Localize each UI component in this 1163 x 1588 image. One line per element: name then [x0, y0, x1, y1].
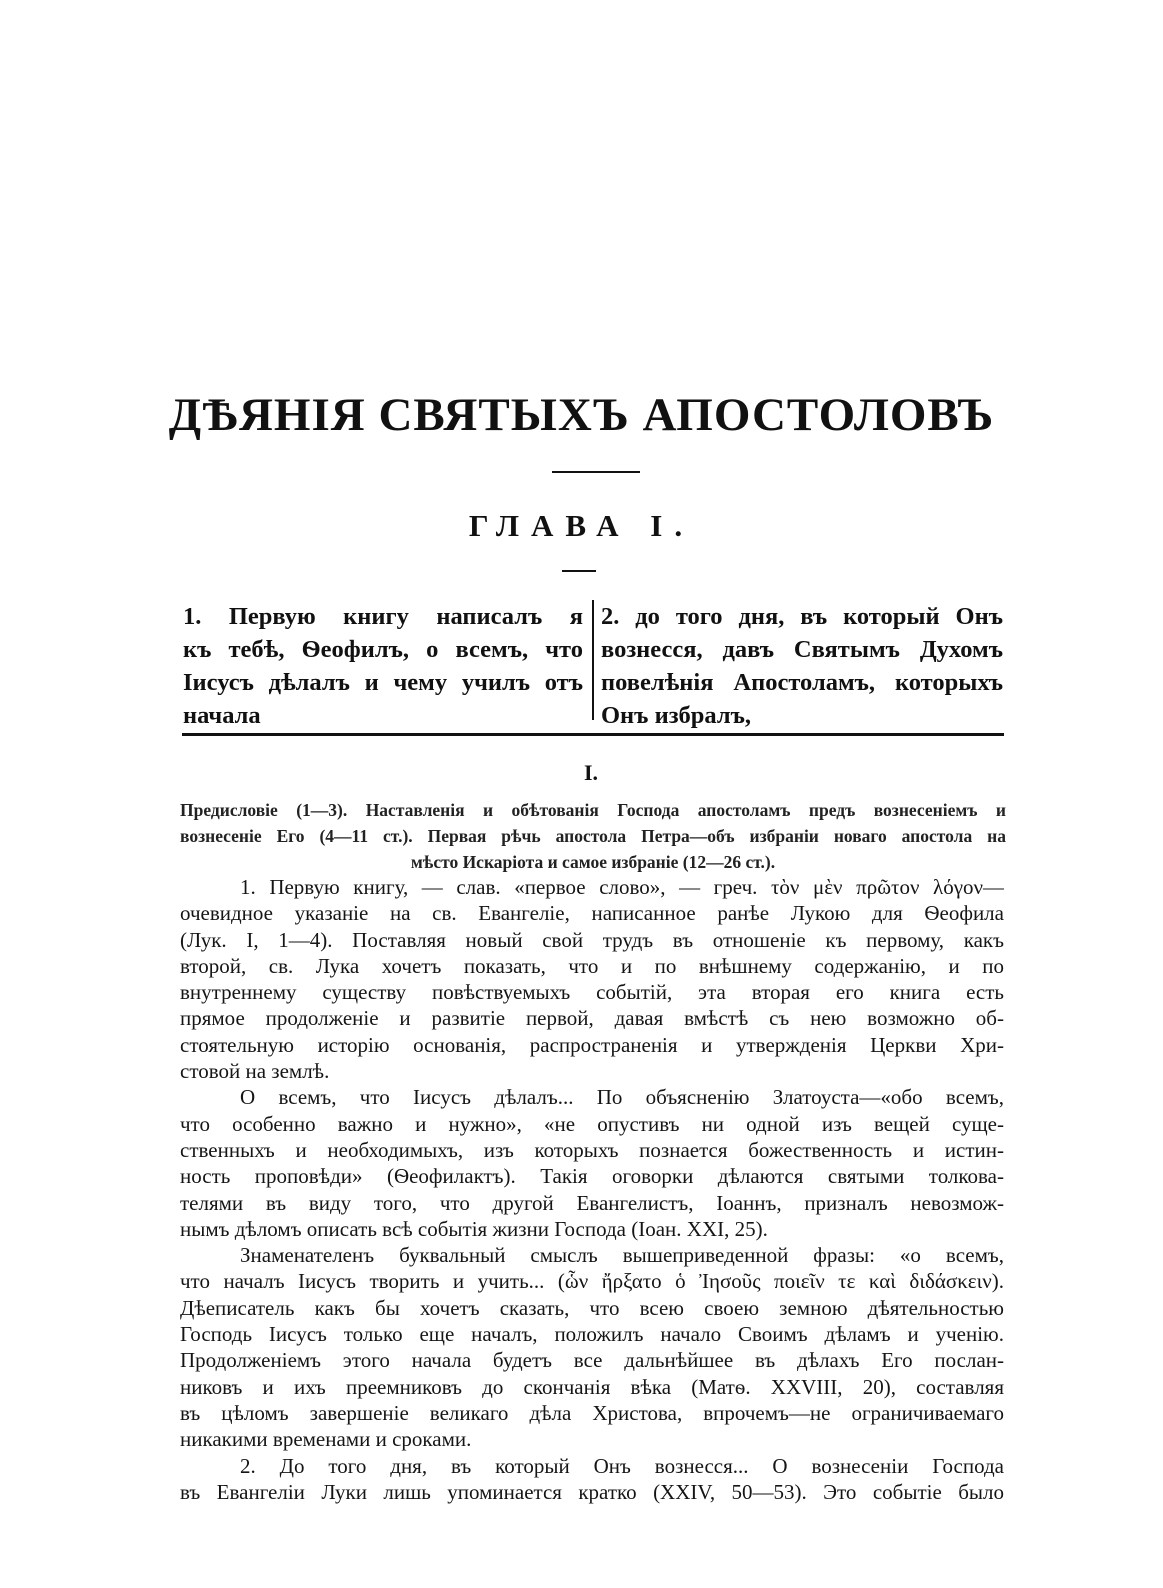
commentary-line: что особенно важно и нужно», «не опустивъ ни одной изъ вещей суще-: [180, 1111, 1004, 1136]
commentary-line: Дѣеписатель какъ бы хочетъ сказать, что всею своею земною дѣятельностью: [180, 1295, 1004, 1320]
verse-line: вознесся, давъ Святымъ Духомъ: [601, 636, 1003, 663]
column-divider: [592, 600, 594, 720]
commentary-line: очевидное указаніе на св. Евангеліе, написанное ранѣе Лукою для Ѳеофила: [180, 901, 1004, 926]
commentary-line: стоятельную исторію основанія, распространенія и утвержденія Церкви Хри-: [180, 1032, 1004, 1057]
commentary-line: 1. Первую книгу, — слав. «первое слово», — греч. τὸν μὲν πρῶτον λόγον—: [240, 875, 1004, 899]
book-title: ДѢЯНІЯ СВЯТЫХЪ АПОСТОЛОВЪ: [168, 389, 995, 441]
commentary-line: (Лук. I, 1—4). Поставляя новый свой трудъ въ отношеніе къ первому, какъ: [180, 927, 1004, 952]
verses-divider: [182, 733, 1004, 736]
commentary-line: внутреннему существу повѣствуемыхъ событій, эта вторая его книга есть: [180, 980, 1004, 1005]
summary-line: Предисловіе (1—3). Наставленія и обѣтованія Господа апостоламъ предъ вознесеніемъ и: [180, 800, 1006, 820]
chapter-divider: [562, 570, 596, 572]
commentary-line: телями въ виду того, что другой Евангелистъ, Іоаннъ, призналъ невозмож-: [180, 1190, 1004, 1215]
verse-column-left: [183, 600, 583, 732]
commentary-line: нымъ дѣломъ описать всѣ событія жизни Господа (Іоан. XXI, 25).: [180, 1216, 768, 1241]
title-divider: [552, 471, 640, 473]
verse-line: къ тебѣ, Ѳеофилъ, о всемъ, что: [183, 636, 583, 663]
commentary-line: стовой на землѣ.: [180, 1059, 330, 1084]
commentary-line: никакими временами и сроками.: [180, 1427, 472, 1452]
section-summary: [180, 797, 1006, 875]
section-number: I.: [583, 760, 599, 785]
summary-line: мѣсто Искаріота и самое избраніе (12—26 ст.).: [410, 852, 776, 872]
commentary-line: въ цѣломъ завершеніе великаго дѣла Христова, впрочемъ—не ограничиваемаго: [180, 1400, 1004, 1425]
commentary-text: [180, 874, 1004, 1505]
commentary-line: О всемъ, что Іисусъ дѣлалъ... По объясненію Златоуста—«обо всемъ,: [240, 1085, 1004, 1110]
verse-column-right: [601, 600, 1003, 732]
commentary-line: ность проповѣди» (Ѳеофилактъ). Такія оговорки дѣлаются святыми толкова-: [180, 1164, 1004, 1189]
verse-line: начала: [183, 702, 261, 729]
commentary-line: прямое продолженіе и развитіе первой, давая вмѣстѣ съ нею возможно об-: [180, 1006, 1004, 1031]
verse-line: повелѣнія Апостоламъ, которыхъ: [601, 669, 1003, 696]
commentary-line: второй, св. Лука хочетъ показать, что и по внѣшнему содержанію, и по: [180, 953, 1004, 978]
summary-line: вознесеніе Его (4—11 ст.). Первая рѣчь апостола Петра—объ избраніи новаго апостола на: [180, 826, 1006, 846]
commentary-line: 2. До того дня, въ который Онъ вознесся... О вознесеніи Господа: [240, 1453, 1004, 1478]
commentary-line: въ Евангеліи Луки лишь упоминается кратко (XXIV, 50—53). Это событіе было: [180, 1479, 1004, 1504]
verse-line: 2. до того дня, въ который Онъ: [601, 603, 1003, 630]
commentary-line: никовъ и ихъ преемниковъ до скончанія вѣка (Матѳ. XXVIII, 20), составляя: [180, 1374, 1004, 1399]
commentary-line: Продолженіемъ этого начала будетъ все дальнѣйшее въ дѣлахъ Его послан-: [180, 1348, 1004, 1373]
commentary-line: Господь Іисусъ только еще началъ, положилъ начало Своимъ дѣламъ и ученію.: [180, 1322, 1004, 1347]
verse-line: Онъ избралъ,: [601, 702, 752, 729]
commentary-line: Знаменателенъ буквальный смыслъ вышеприведенной фразы: «о всемъ,: [240, 1243, 1004, 1268]
chapter-heading: ГЛАВА I.: [468, 508, 695, 543]
verse-line: 1. Первую книгу написалъ я: [183, 603, 583, 630]
commentary-line: что началъ Іисусъ творить и учить... (ὧν ἤρξατο ὁ Ἰησοῦς ποιεῖν τε καὶ διδάσκειν).: [180, 1269, 1004, 1294]
commentary-line: ственныхъ и необходимыхъ, изъ которыхъ познается божественность и истин-: [180, 1137, 1004, 1162]
verse-line: Іисусъ дѣлалъ и чему училъ отъ: [183, 669, 583, 696]
